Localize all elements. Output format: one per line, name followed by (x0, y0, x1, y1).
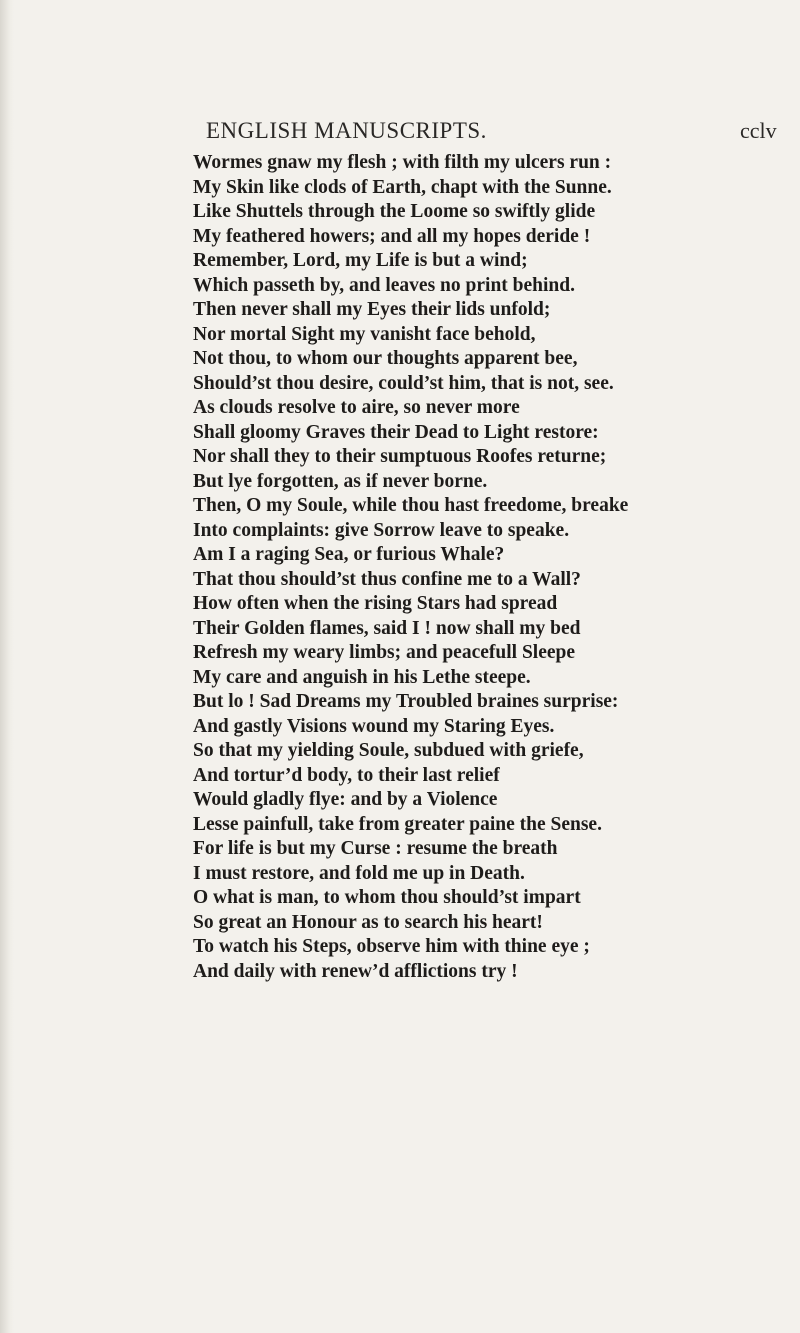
running-title: ENGLISH MANUSCRIPTS. (206, 118, 487, 143)
poem-line-text: As clouds resolve to aire, so never more (193, 397, 520, 418)
poem-line (0, 421, 800, 446)
poem-line-text: How often when the rising Stars had spread (193, 593, 558, 614)
poem-line (0, 764, 800, 789)
poem-line-text: Into complaints: give Sorrow leave to speake. (193, 519, 570, 541)
poem-line-text: Refresh my weary limbs; and peacefull Sleepe (193, 642, 576, 663)
poem-line (0, 519, 800, 544)
poem-line-text: But lo ! Sad Dreams my Troubled braines surprise: (193, 691, 619, 712)
poem-line (0, 396, 800, 421)
poem-line (0, 837, 800, 862)
poem-line-text: O what is man, to whom thou should’st impart (193, 887, 581, 908)
poem-line (0, 960, 800, 985)
poem-line (0, 372, 800, 397)
poem-line-text: I must restore, and fold me up in Death. (193, 862, 525, 884)
page-number: cclv (740, 118, 777, 143)
poem-line-text: Would gladly flye: and by a Violence (193, 789, 498, 810)
poem-line-text: Should’st thou desire, could’st him, that is not, see. (193, 372, 614, 394)
poem-line-text: So great an Honour as to search his heart! (193, 911, 543, 933)
poem-line (0, 445, 800, 470)
poem-line (0, 274, 800, 299)
poem-line-text: My care and anguish in his Lethe steepe. (193, 666, 531, 688)
poem-line-text: But lye forgotten, as if never borne. (193, 470, 488, 492)
poem-line-text: Their Golden flames, said I ! now shall my bed (193, 617, 581, 639)
poem-line-text: So that my yielding Soule, subdued with griefe, (193, 740, 584, 761)
poem-line (0, 200, 800, 225)
poem-line-text: Remember, Lord, my Life is but a wind; (193, 250, 528, 271)
poem-line (0, 494, 800, 519)
poem-line (0, 151, 800, 176)
poem-line-text: Lesse painfull, take from greater paine the Sense. (193, 813, 602, 835)
poem-line (0, 666, 800, 691)
poem-line-text: That thou should’st thus confine me to a Wall? (193, 568, 581, 590)
running-head (0, 118, 800, 148)
poem-line-text: Shall gloomy Graves their Dead to Light restore: (193, 421, 599, 443)
poem-line (0, 641, 800, 666)
poem-line (0, 568, 800, 593)
poem-line-text: And gastly Visions wound my Staring Eyes. (193, 715, 555, 737)
poem-line (0, 739, 800, 764)
poem-line (0, 911, 800, 936)
poem-line-text: Then never shall my Eyes their lids unfold; (193, 299, 551, 320)
poem-line (0, 813, 800, 838)
poem-line-text: Wormes gnaw my flesh ; with filth my ulcers run : (193, 152, 612, 173)
poem-text (0, 151, 800, 984)
poem-line (0, 592, 800, 617)
poem-line-text: And tortur’d body, to their last relief (193, 764, 500, 786)
poem-line-text: My Skin like clods of Earth, chapt with the Sunne. (193, 176, 612, 198)
poem-line-text: And daily with renew’d afflictions try ! (193, 960, 518, 982)
poem-line (0, 225, 800, 250)
poem-line-text: For life is but my Curse : resume the breath (193, 838, 558, 859)
poem-line (0, 176, 800, 201)
poem-line (0, 617, 800, 642)
poem-line (0, 543, 800, 568)
poem-line (0, 249, 800, 274)
poem-line-text: Nor shall they to their sumptuous Roofes returne; (193, 446, 607, 467)
poem-line (0, 862, 800, 887)
poem-line (0, 298, 800, 323)
poem-line-text: Nor mortal Sight my vanisht face behold, (193, 323, 536, 345)
poem-line (0, 788, 800, 813)
poem-line (0, 470, 800, 495)
poem-line-text: To watch his Steps, observe him with thine eye ; (193, 936, 590, 957)
poem-line-text: Then, O my Soule, while thou hast freedome, breake (193, 495, 629, 516)
poem-line-text: Which passeth by, and leaves no print behind. (193, 274, 575, 296)
poem-line (0, 323, 800, 348)
poem-line-text: Am I a raging Sea, or furious Whale? (193, 544, 505, 565)
poem-line (0, 690, 800, 715)
poem-line (0, 886, 800, 911)
poem-line-text: Not thou, to whom our thoughts apparent bee, (193, 348, 578, 369)
poem-line (0, 715, 800, 740)
poem-line-text: Like Shuttels through the Loome so swiftly glide (193, 201, 596, 222)
poem-line (0, 347, 800, 372)
poem-line-text: My feathered howers; and all my hopes deride ! (193, 225, 591, 247)
poem-line (0, 935, 800, 960)
